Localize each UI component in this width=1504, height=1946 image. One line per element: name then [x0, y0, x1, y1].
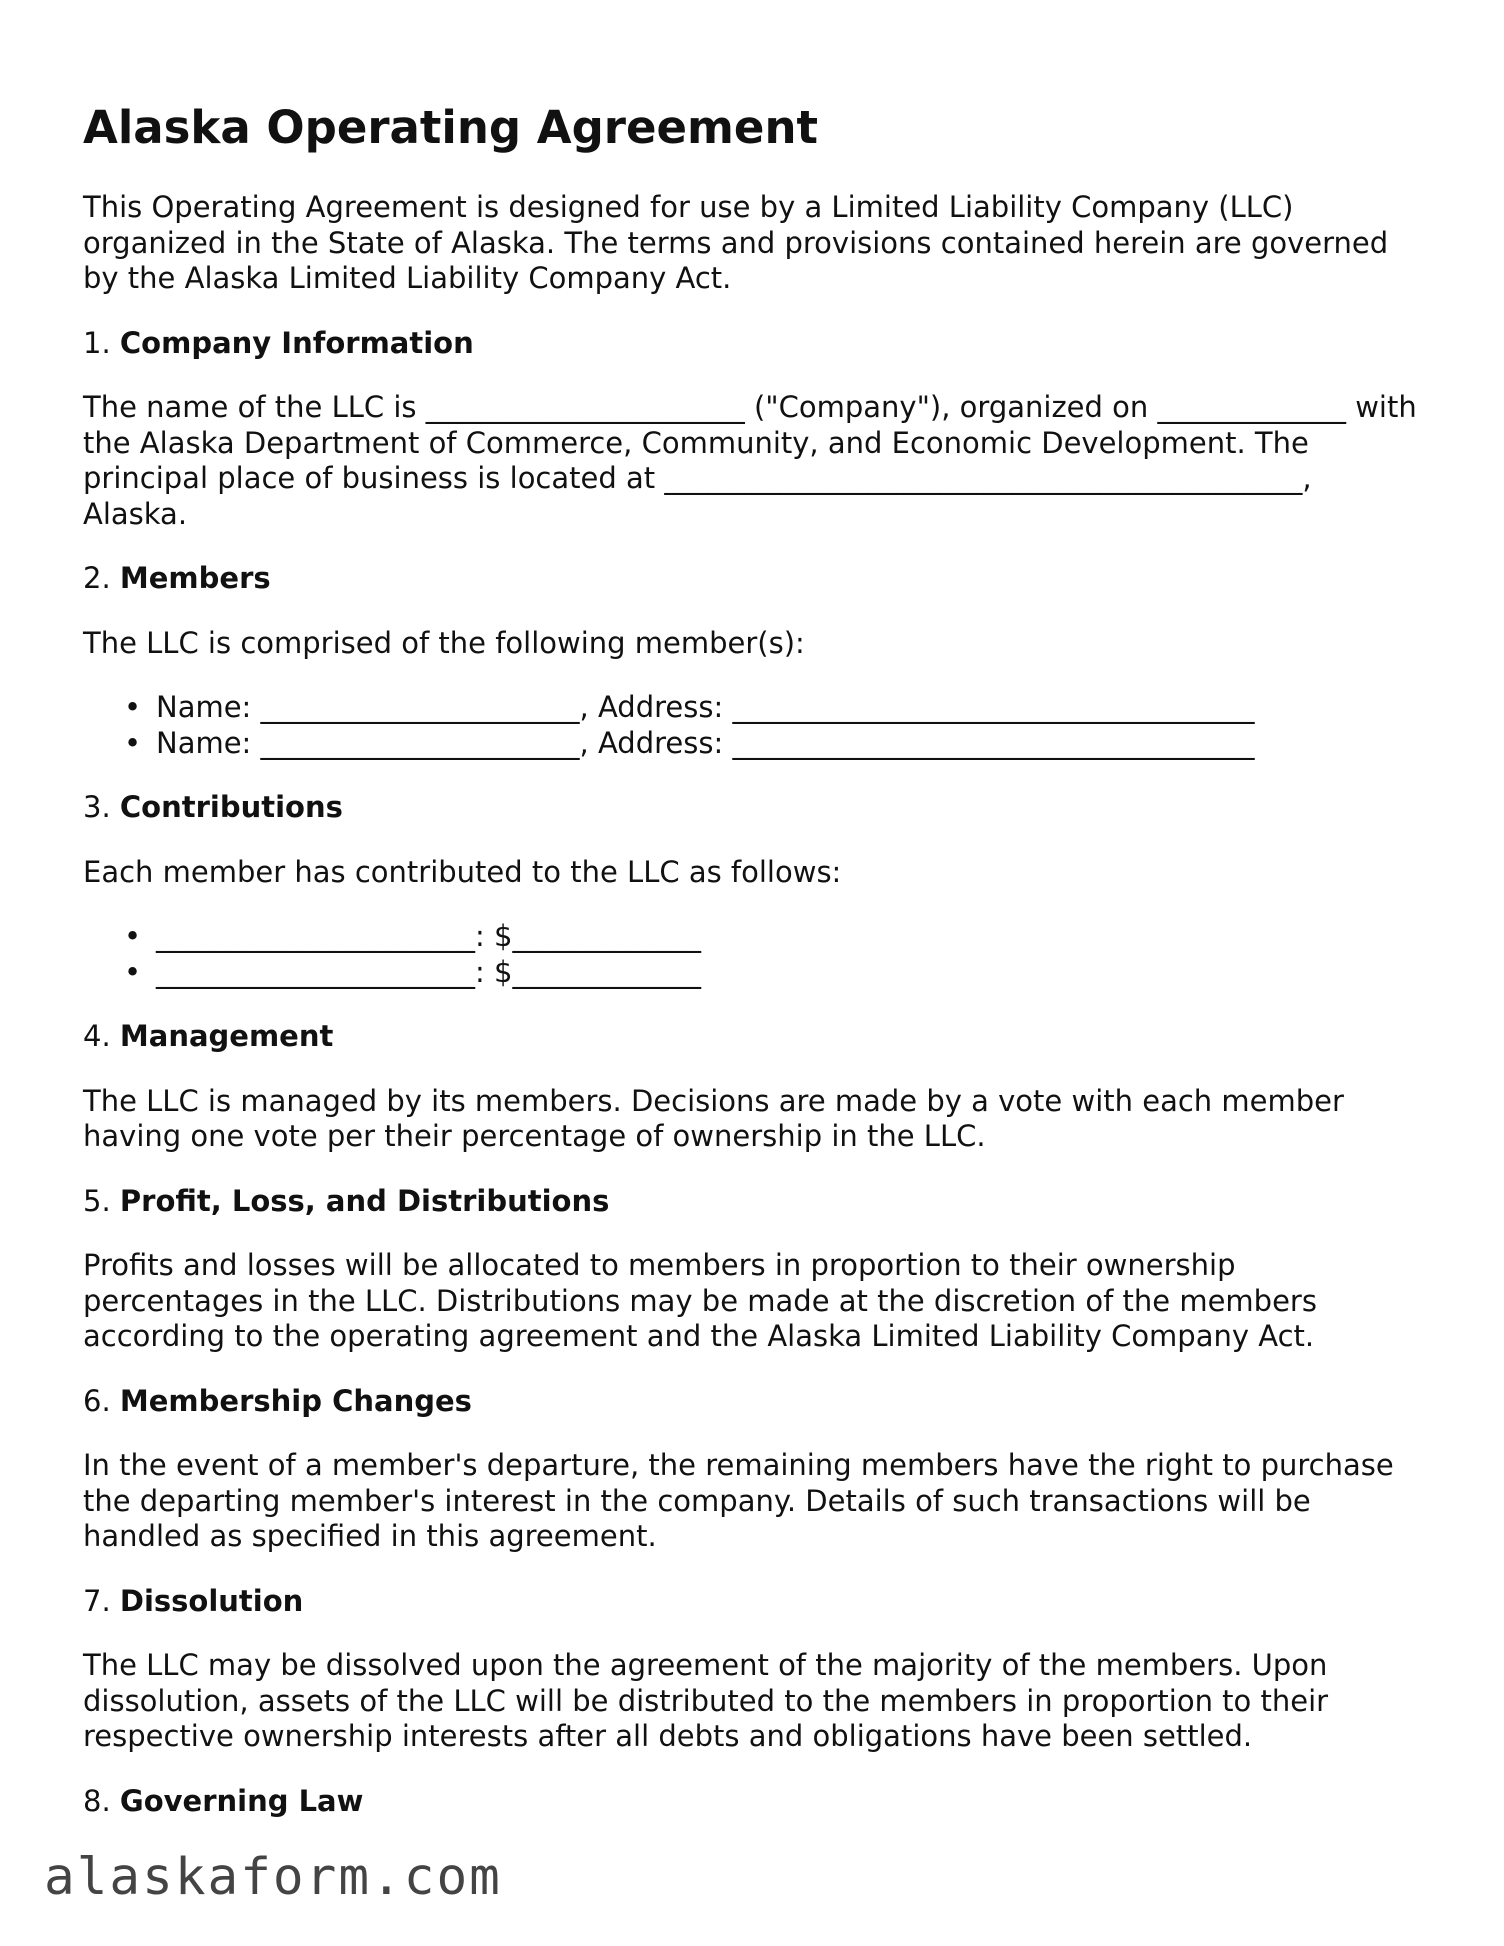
section-title: Company Information	[119, 325, 474, 360]
section-heading-governing-law	[83, 1784, 1423, 1820]
document-title: Alaska Operating Agreement	[83, 101, 818, 154]
section-number: 8.	[83, 1783, 111, 1818]
section-number: 7.	[83, 1583, 111, 1618]
section-heading-members	[83, 561, 1423, 597]
section-heading-profit-loss-distributions	[83, 1184, 1423, 1220]
contribution-entry: • ______________________: $_____________	[156, 955, 1423, 991]
members-list	[83, 690, 1423, 761]
contributions-paragraph: Each member has contributed to the LLC as follows:	[83, 854, 842, 889]
section-heading-company-information	[83, 326, 1423, 362]
section-number: 3.	[83, 790, 111, 824]
contribution-entry: • ______________________: $_____________	[156, 919, 1423, 955]
contributions-list	[83, 919, 1423, 990]
membership-changes-paragraph: In the event of a member's departure, the remaining members have the right to purchase the departing member's interest in the company. Details of such transactions will be handled as specified in this agreement.	[83, 1448, 1394, 1553]
section-number: 2.	[83, 561, 111, 595]
section-heading-membership-changes	[83, 1384, 1423, 1420]
section-title: Governing Law	[119, 1783, 364, 1818]
document-page	[83, 100, 1423, 1848]
section-heading-dissolution	[83, 1584, 1423, 1620]
management-paragraph: The LLC is managed by its members. Decisions are made by a vote with each member having one vote per their percentage of ownership in the LLC.	[83, 1083, 1344, 1153]
section-title: Membership Changes	[119, 1383, 472, 1418]
dissolution-paragraph: The LLC may be dissolved upon the agreement of the majority of the members. Upon dissolution, assets of the LLC will be distributed to the members in proportion to their respective ownership interests after all debts and obligations have been settled.	[83, 1648, 1329, 1753]
section-title: Dissolution	[119, 1583, 304, 1618]
site-watermark: alaskaform.com	[44, 1848, 502, 1907]
section-number: 5.	[83, 1183, 111, 1218]
member-entry: • Name: ______________________, Address: ____________________________________	[156, 690, 1423, 726]
section-heading-contributions	[83, 790, 1423, 826]
section-title: Contributions	[119, 790, 343, 824]
member-entry: • Name: ______________________, Address: ____________________________________	[156, 726, 1423, 762]
members-paragraph: The LLC is comprised of the following member(s):	[83, 625, 805, 660]
intro-paragraph: This Operating Agreement is designed for use by a Limited Liability Company (LLC) organized in the State of Alaska. The terms and provisions contained herein are governed by the Alaska Limited Liability Company Act.	[83, 190, 1389, 295]
section-title: Management	[119, 1019, 334, 1053]
section-title: Profit, Loss, and Distributions	[119, 1183, 610, 1218]
profit-loss-paragraph: Profits and losses will be allocated to members in proportion to their ownership percentages in the LLC. Distributions may be made at the discretion of the members according to the operating agreement and the Alaska Limited Liability Company Act.	[83, 1248, 1317, 1353]
section-number: 1.	[83, 325, 111, 360]
section-title: Members	[119, 561, 271, 595]
section-number: 6.	[83, 1383, 111, 1418]
section-heading-management	[83, 1019, 1423, 1055]
section-number: 4.	[83, 1019, 111, 1053]
company-information-paragraph: The name of the LLC is ______________________ ("Company"), organized on _____________ with the Alaska Department of Commerce, Community, and Economic Development. The principal place of business is located at ____________________________________________, Alaska.	[83, 390, 1417, 531]
